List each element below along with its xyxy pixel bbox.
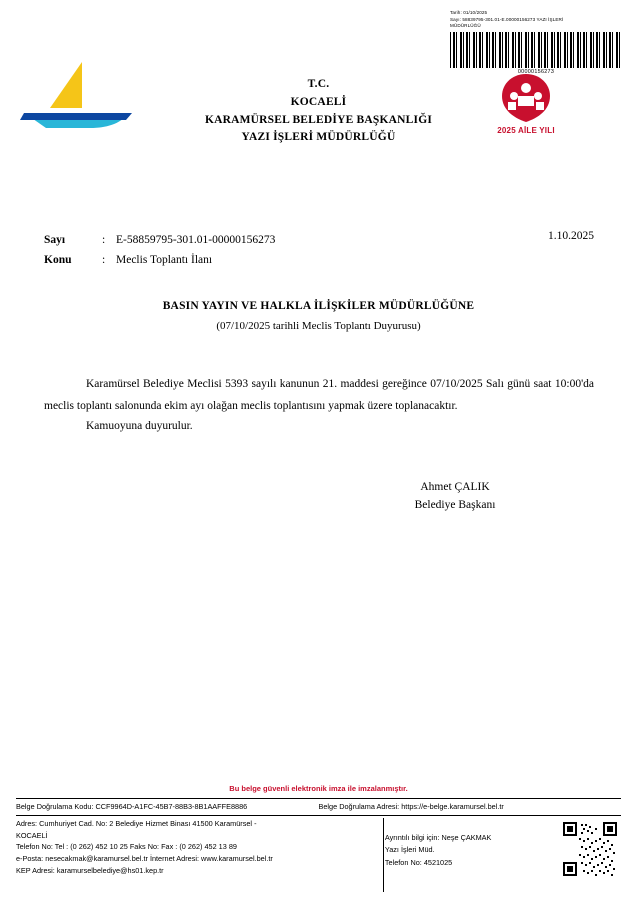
barcode-meta-line-1: Tarih: 01/10/2025 <box>450 10 488 15</box>
officer-contact <box>367 818 492 869</box>
barcode-number: 00000156273 <box>517 68 555 75</box>
sayi-colon: : <box>102 234 106 246</box>
signer-title: Belediye Başkanı <box>414 499 496 512</box>
qr-code-icon <box>563 822 617 876</box>
sayi-value: E-58859795-301.01-00000156273 <box>116 234 276 246</box>
barcode-image <box>450 32 622 68</box>
email-line: e-Posta: nesecakmak@karamursel.bel.tr İnternet Adresi: www.karamursel.bel.tr <box>16 854 273 864</box>
officer-title: Yazı İşleri Müd. <box>384 845 435 855</box>
barcode-meta-line-2: Sayı: 58839795-301.01-E.00000156273 YAZI İŞLERİ <box>450 16 564 22</box>
barcode-block <box>450 10 622 75</box>
signer-name: Ahmet ÇALIK <box>420 481 490 493</box>
subject-line: (07/10/2025 tarihli Meclis Toplantı Duyurusu) <box>216 320 421 332</box>
meta-row-konu <box>44 250 594 270</box>
kep-line: KEP Adresi: karamurselbelediye@hs01.kep.tr <box>16 866 164 876</box>
verification-address: Belge Doğrulama Adresi: https://e-belge.karamursel.bel.tr <box>318 802 504 811</box>
document-footer <box>16 798 621 877</box>
title-line-department: YAZI İŞLERİ MÜDÜRLÜĞÜ <box>241 131 396 144</box>
signature-block <box>370 478 540 515</box>
sayi-label: Sayı <box>44 234 66 246</box>
address-line-1: Adres: Cumhuriyet Cad. No: 2 Belediye Hizmet Binası 41500 Karamürsel - <box>16 818 257 828</box>
document-date: 1.10.2025 <box>548 230 594 242</box>
secure-signature-note: Bu belge güvenli elektronik imza ile imzalanmıştır. <box>229 784 408 793</box>
footer-verification-row <box>16 799 621 813</box>
title-line-municipality: KARAMÜRSEL BELEDİYE BAŞKANLIĞI <box>204 113 433 126</box>
title-line-tc: T.C. <box>307 78 330 90</box>
family-year-label: 2025 AİLE YILI <box>497 126 555 135</box>
footer-address-block <box>16 818 367 877</box>
title-line-province: KOCAELİ <box>290 95 347 108</box>
family-year-emblem-block <box>480 72 572 135</box>
footer-vertical-divider <box>383 818 384 892</box>
recipient-line: BASIN YAYIN VE HALKLA İLİŞKİLER MÜDÜRLÜĞÜNE <box>162 300 475 312</box>
family-emblem-icon <box>498 72 554 124</box>
barcode-meta-line-3: MÜDÜRLÜĞÜ <box>450 23 481 29</box>
konu-colon: : <box>102 254 106 267</box>
document-meta <box>44 230 594 270</box>
footer-officer-block <box>367 818 621 877</box>
officer-info-line: Ayrıntılı bilgi için: Neşe ÇAKMAK <box>384 832 492 842</box>
meta-row-sayi <box>44 230 594 250</box>
footer-contact-row <box>16 816 621 877</box>
address-line-2: KOCAELİ <box>16 830 48 840</box>
officer-phone: Telefon No: 4521025 <box>384 857 453 867</box>
body-paragraph-2: Kamuoyuna duyurulur. <box>86 420 193 432</box>
konu-label: Konu <box>44 254 72 267</box>
phone-line: Telefon No: Tel : (0 262) 452 10 25 Faks No: Fax : (0 262) 452 13 89 <box>16 842 237 852</box>
verification-code: Belge Doğrulama Kodu: CCF9964D-A1FC-45B7-88B3-8B1AAFFE8886 <box>16 802 248 811</box>
body-paragraph-1: Karamürsel Belediye Meclisi 5393 sayılı kanunun 21. maddesi gereğince 07/10/2025 Salı günü saat 10:00'da meclis toplantı salonunda ekim ayı olağan meclis toplantısını yapmak üzere toplanacaktır. <box>44 378 594 413</box>
konu-value: Meclis Toplantı İlanı <box>116 254 213 267</box>
